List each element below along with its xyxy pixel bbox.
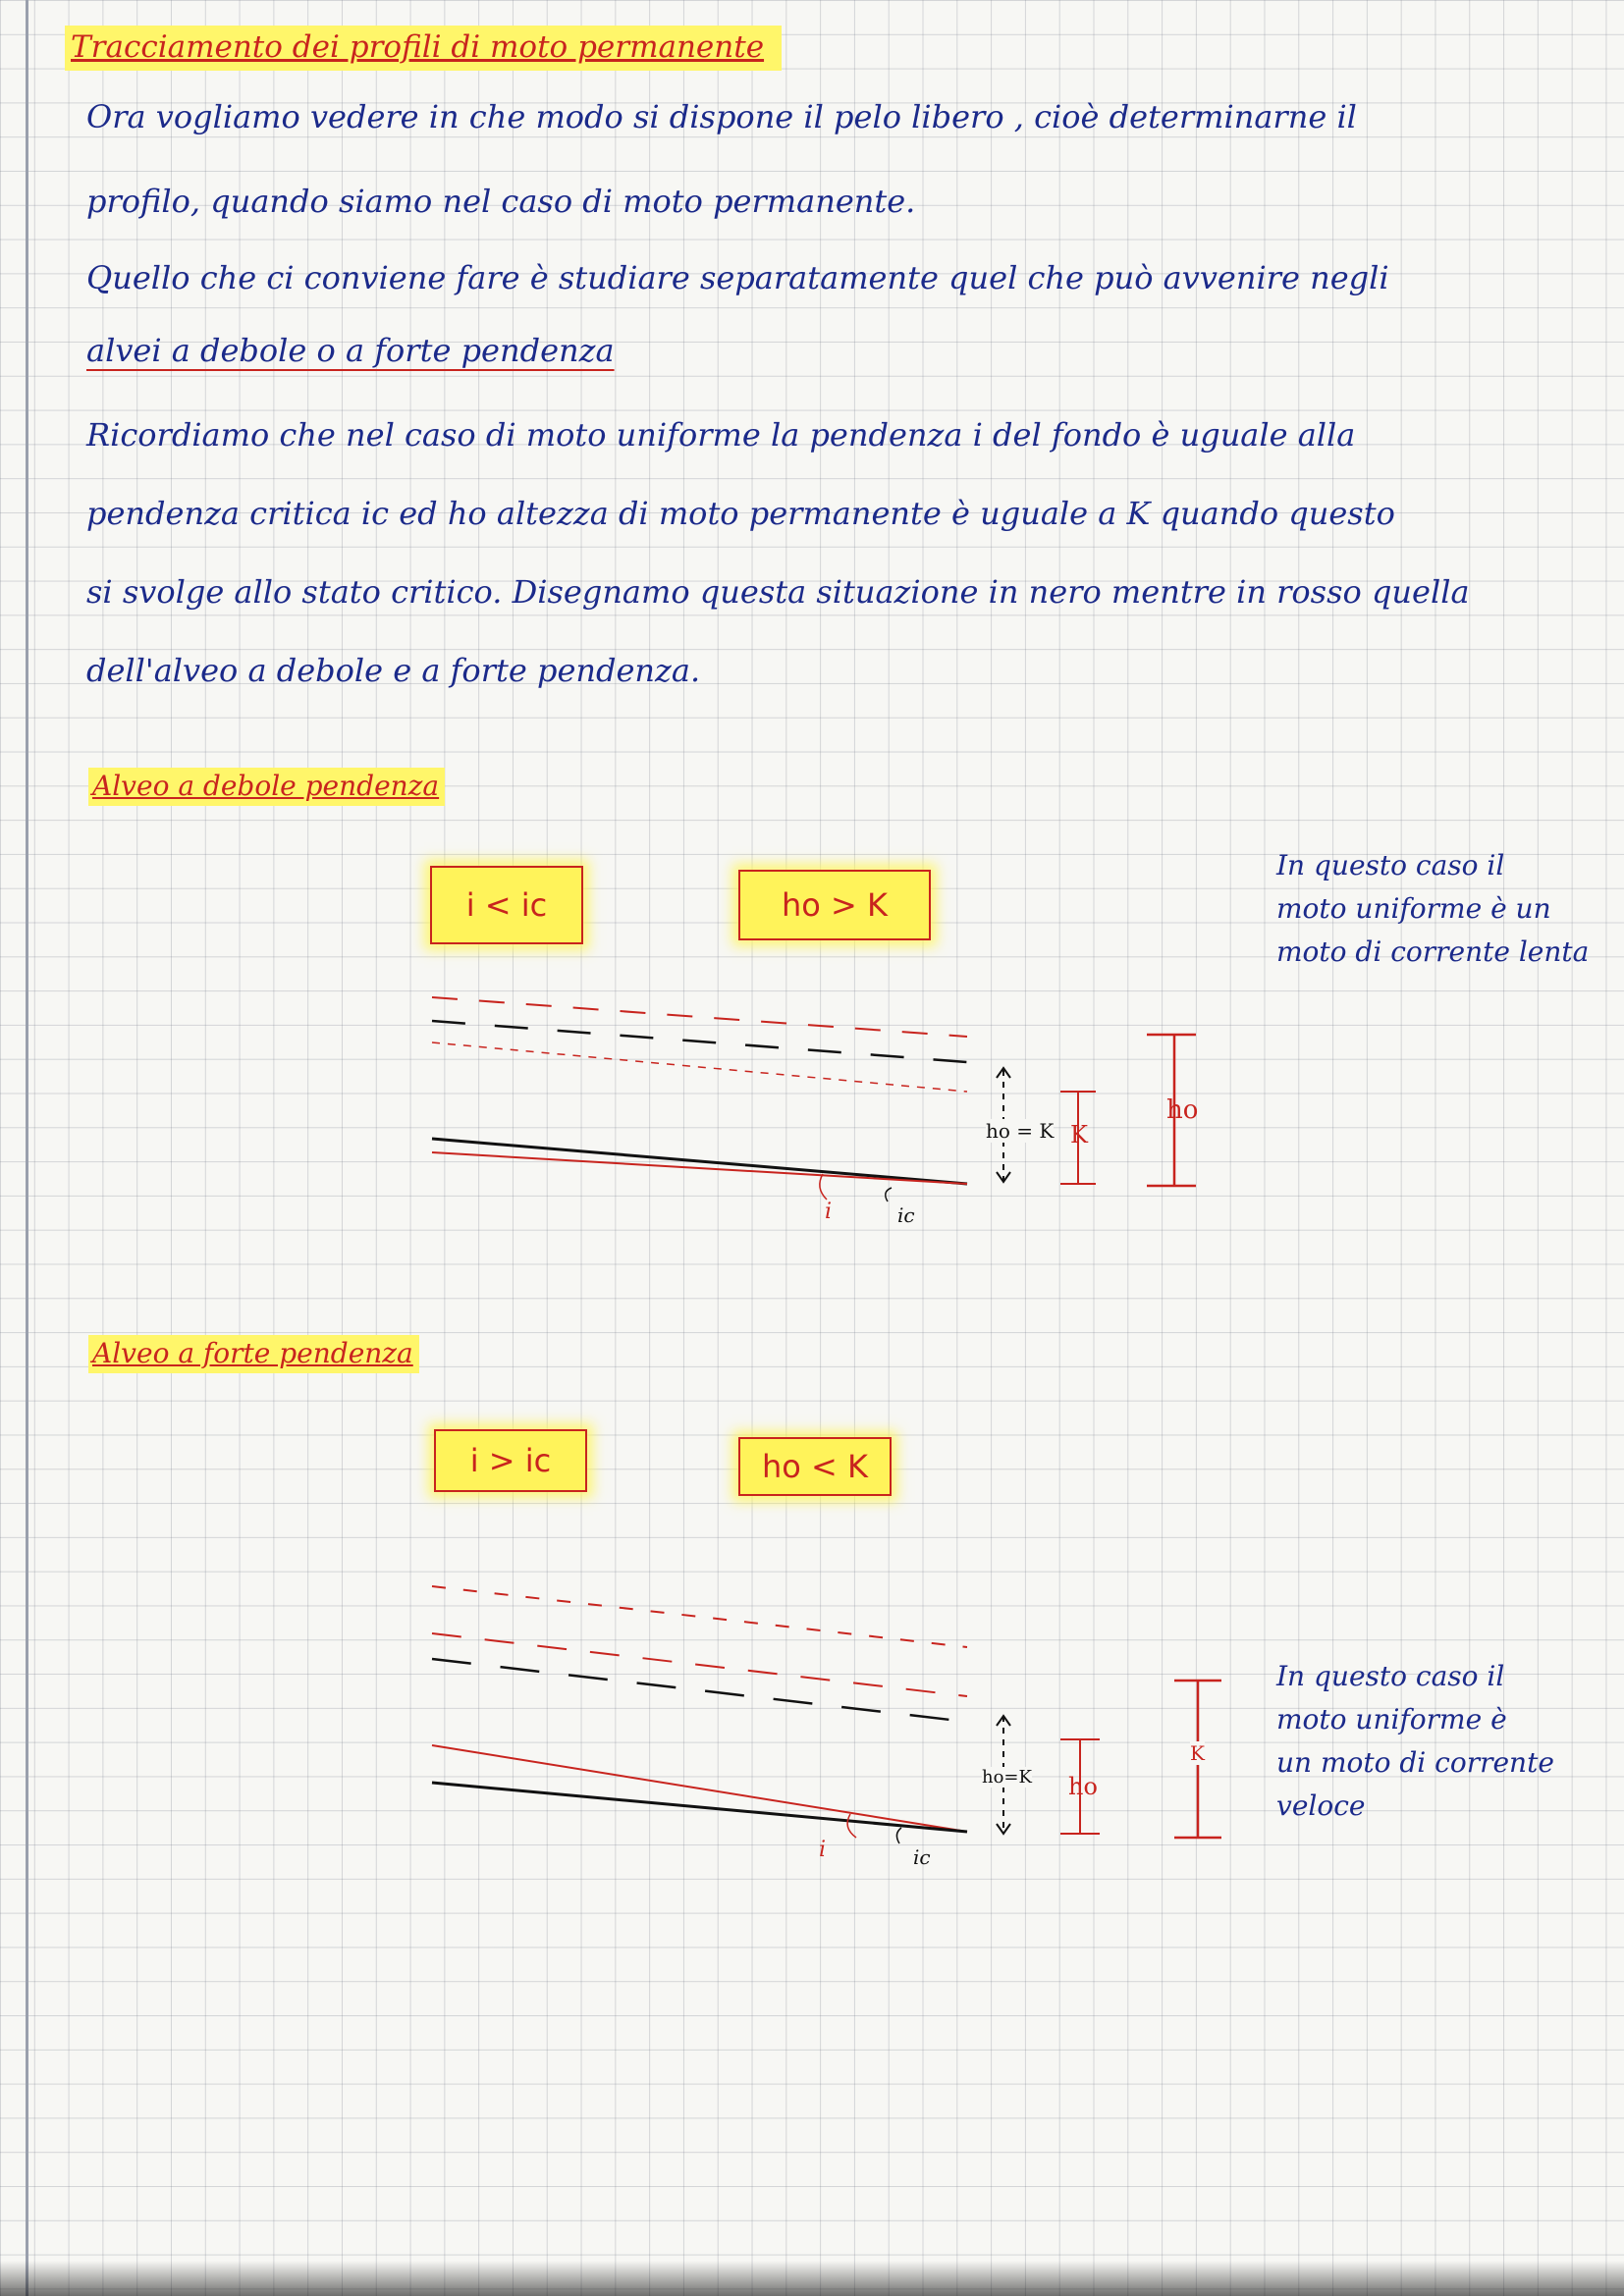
paragraph-line-2: profilo, quando siamo nel caso di moto permanente.: [86, 183, 916, 220]
slope-angle-ic: [896, 1828, 901, 1843]
black-dashed-water-line: [432, 1021, 967, 1062]
paragraph-line-3: Quello che ci conviene fare è studiare separatamente quel che può avvenire negli: [86, 259, 1389, 296]
paragraph-line-1: Ora vogliamo vedere in che modo si dispone il pelo libero , cioè determinarne il: [86, 98, 1357, 135]
label-ho: ho: [1068, 1773, 1098, 1800]
label-k: K: [1070, 1121, 1088, 1148]
condition-box-ho-greater-k: ho > K: [738, 870, 931, 940]
paragraph-line-6: pendenza critica ic ed ho altezza di moto permanente è uguale a K quando questo: [86, 495, 1395, 532]
slope-angle-i: [847, 1814, 856, 1838]
paragraph-line-4: alvei a debole o a forte pendenza: [86, 332, 615, 369]
black-bed-line: [432, 1139, 967, 1184]
label-ic: ic: [913, 1845, 931, 1869]
red-dashed-water-line-2: [432, 1633, 967, 1696]
label-i: i: [819, 1838, 827, 1862]
note-line: In questo caso il: [1276, 1660, 1505, 1692]
red-dotted-water-line: [432, 1042, 967, 1092]
black-bed-line: [432, 1783, 967, 1832]
slope-angle-i: [820, 1174, 827, 1200]
label-ho: ho: [1166, 1095, 1199, 1125]
note-line: moto uniforme è: [1276, 1703, 1507, 1735]
paragraph-line-7: si svolge allo stato critico. Disegnamo questa situazione in nero mentre in rosso quella: [86, 573, 1470, 611]
diagram-debole: [432, 997, 1199, 1201]
paragraph-line-5: Ricordiamo che nel caso di moto uniforme la pendenza i del fondo è uguale alla: [86, 416, 1356, 454]
note-line: un moto di corrente: [1276, 1746, 1554, 1779]
label-k: K: [1190, 1741, 1205, 1765]
red-bed-line: [432, 1152, 967, 1184]
condition-box-ho-less-k: ho < K: [738, 1437, 892, 1496]
condition-box-i-less-ic: i < ic: [430, 866, 583, 944]
label-ho-eq-k: ho=K: [982, 1767, 1032, 1788]
condition-box-i-greater-ic: i > ic: [434, 1429, 587, 1492]
section-heading-forte: Alveo a forte pendenza: [88, 1335, 419, 1373]
red-dashed-water-line: [432, 997, 967, 1037]
section-heading-debole: Alveo a debole pendenza: [88, 768, 445, 806]
page-bottom-shadow: [0, 2261, 1624, 2296]
diagram-forte: [432, 1586, 1221, 1843]
slope-angle-ic: [886, 1188, 892, 1201]
page-title: Tracciamento dei profili di moto permanente: [65, 26, 782, 71]
note-corrente-veloce: [1276, 1655, 1554, 1828]
note-line: In questo caso il: [1276, 849, 1505, 881]
label-ic: ic: [897, 1203, 915, 1227]
black-dashed-water-line: [432, 1659, 967, 1722]
paragraph-line-8: dell'alveo a debole e a forte pendenza.: [86, 652, 701, 689]
note-line: veloce: [1276, 1789, 1366, 1822]
note-line: moto di corrente lenta: [1276, 935, 1590, 968]
label-ho-eq-k: ho = K: [986, 1119, 1055, 1143]
red-dashed-water-line: [432, 1586, 967, 1647]
label-i: i: [825, 1200, 833, 1224]
note-line: moto uniforme è un: [1276, 892, 1551, 925]
